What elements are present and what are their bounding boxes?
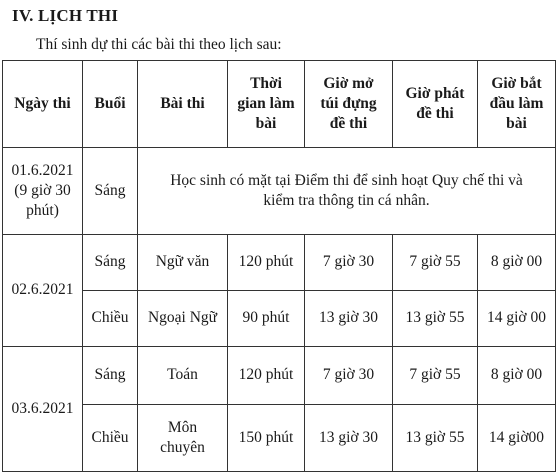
- header-date: Ngày thi: [3, 61, 83, 148]
- subject-cell: Ngoại Ngữ: [138, 291, 228, 347]
- start-cell: 14 giờ 00: [478, 291, 556, 347]
- table-row: [3, 405, 556, 472]
- open-bag-cell: 13 giờ 30: [305, 291, 393, 347]
- header-distribute: Giờ phát đề thi: [393, 61, 478, 148]
- subject-cell: Môn chuyên: [138, 405, 228, 472]
- header-row: [3, 61, 556, 148]
- session-cell: Chiều: [83, 405, 138, 472]
- distribute-cell: 7 giờ 55: [393, 235, 478, 291]
- session-cell: Sáng: [83, 235, 138, 291]
- table-row: [3, 148, 556, 235]
- distribute-cell: 13 giờ 55: [393, 291, 478, 347]
- header-subject: Bài thi: [138, 61, 228, 148]
- exam-schedule-table: [2, 60, 556, 472]
- date-cell: 03.6.2021: [3, 347, 83, 472]
- session-cell: Sáng: [83, 347, 138, 405]
- session-cell: Sáng: [83, 148, 138, 235]
- duration-cell: 90 phút: [228, 291, 305, 347]
- start-cell: 14 giờ00: [478, 405, 556, 472]
- distribute-cell: 13 giờ 55: [393, 405, 478, 472]
- open-bag-cell: 13 giờ 30: [305, 405, 393, 472]
- session-cell: Chiều: [83, 291, 138, 347]
- section-title: IV. LỊCH THI: [12, 6, 119, 25]
- note-cell: Học sinh có mặt tại Điểm thi để sinh hoạt Quy chế thi và kiểm tra thông tin cá nhân.: [138, 148, 556, 235]
- date-cell: 02.6.2021: [3, 235, 83, 347]
- duration-cell: 150 phút: [228, 405, 305, 472]
- subject-cell: Ngữ văn: [138, 235, 228, 291]
- date-cell: 01.6.2021 (9 giờ 30 phút): [3, 148, 83, 235]
- header-start: Giờ bắt đầu làm bài: [478, 61, 556, 148]
- distribute-cell: 7 giờ 55: [393, 347, 478, 405]
- duration-cell: 120 phút: [228, 235, 305, 291]
- intro-text: Thí sinh dự thi các bài thi theo lịch sau:: [36, 36, 282, 53]
- header-open-bag: Giờ mở túi đựng đề thi: [305, 61, 393, 148]
- header-session: Buổi: [83, 61, 138, 148]
- start-cell: 8 giờ 00: [478, 347, 556, 405]
- table-row: [3, 235, 556, 291]
- start-cell: 8 giờ 00: [478, 235, 556, 291]
- open-bag-cell: 7 giờ 30: [305, 347, 393, 405]
- open-bag-cell: 7 giờ 30: [305, 235, 393, 291]
- duration-cell: 120 phút: [228, 347, 305, 405]
- table-row: [3, 291, 556, 347]
- table-row: [3, 347, 556, 405]
- subject-cell: Toán: [138, 347, 228, 405]
- header-duration: Thời gian làm bài: [228, 61, 305, 148]
